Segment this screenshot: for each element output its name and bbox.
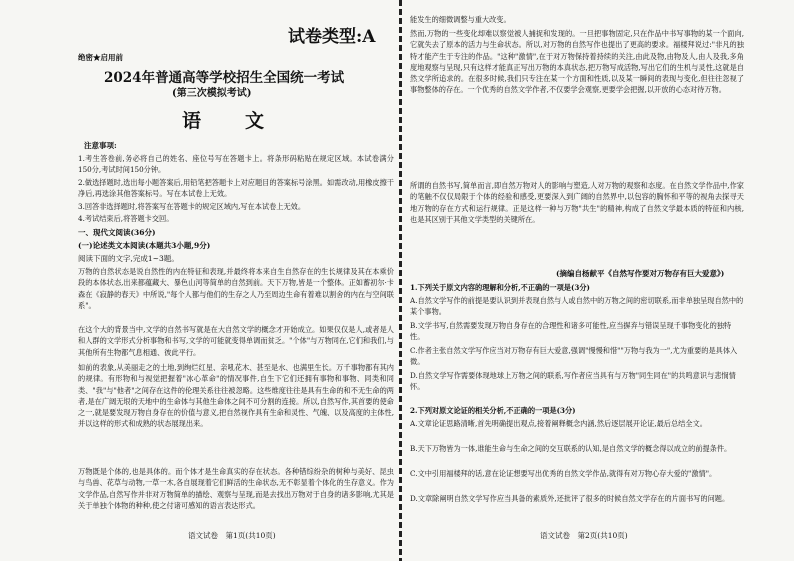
question-2-option-a: A.文章论证思路清晰,首先明确提出观点,接着阐释概念内涵,然后逐层展开论证,最后总结全文。 bbox=[410, 419, 707, 428]
notice-1: 1.考生答卷前,务必将自己的姓名、座位号写在答题卡上。将条形码粘贴在规定区域。本试卷满分150分,考试时间150分钟。 bbox=[78, 154, 394, 175]
notice-2: 2.做选择题时,选出每小题答案后,用铅笔把答题卡上对应题目的答案标号涂黑。如需改动,用橡皮擦干净后,再选涂其他答案标号。写在本试卷上无效。 bbox=[78, 178, 394, 199]
article-paragraph-2: 在这个大的背景当中,文学的自然书写就是在大自然文学的概念才开始成立。如果仅仅是人,或者是人和人群的文学形式分析事物和书写,文学的可能就变得单调而贫乏。"个体"与万物同在,它们和我们,与其他所有生物都气息相通、彼此平行。 bbox=[78, 325, 394, 357]
article-continued-2: 然而,万物的一些变化却难以察觉被人捕捉和发现的。一旦把事物固定,只在作品中书写事物的某一个面向,它就失去了原本的活力与生命状态。所以,对万物的自然写作也提出了更高的要求。福楼拜说过:"非凡的独特才能产生于专注的作品。"这种"激情",在于对万物保持着持续的关注,由此及物,由物及人,由人及我,多角度地观察与呈现,只有这样才能真正写出万物的本真状态,把万物写成活物,写出它们的生机与灵性,这就是自然文学所追求的。在很多时候,我们只专注在某一个方面和性质,以及某一瞬间的表现与变化,但往往忽视了事物整体的存在。一个优秀的自然文学作者,不仅要学会观察,更要学会把握,以开放的心态对待万物。 bbox=[410, 29, 744, 95]
instruction-text: 阅读下面的文字,完成1~3题。 bbox=[78, 254, 179, 263]
question-2-option-c: C.文中引用福楼拜的话,意在论证想要写出优秀的自然文学作品,就得有对万物心存大爱的"激情"。 bbox=[410, 469, 717, 478]
article-continued-1: 能发生的细微调整与重大改变。 bbox=[410, 15, 511, 24]
subject-title: 语 文 bbox=[182, 110, 267, 132]
question-1-option-a: A.自然文学写作的前提是要认识到并表现自然与人或自然中的万物之间的密切联系,而非单独呈现自然中的某个事物。 bbox=[410, 296, 744, 317]
question-2-option-b: B.天下万物皆为一体,谁能生命与生命之间的交互联系的认知,是自然文学的概念得以成立的前提条件。 bbox=[410, 444, 732, 453]
article-paragraph-1: 万物的自然状态是说自然性的内在特征和表现,并最终将本来自生自然存在的生长规律及其在本乘价段的本体状态,出来都蕴藏大、暴色山河等简单的自然到前。天下万物,皆是一个整体。正如蓄初尔·卡森在《寂静的春天》中所说,"每个人都与他们的生存之人乃至周边生命有着难以割舍的内在与空间联系"。 bbox=[78, 267, 394, 310]
question-1-option-b: B.文学书写,自然需要发现万物自身存在的合理性和诸多可能性,应当摒弃与错误呈现千事物变化的独特性。 bbox=[410, 321, 732, 342]
left-page-footer: 语文试卷 第1页(共10页) bbox=[188, 531, 276, 540]
confidential-label: 绝密★启用前 bbox=[78, 53, 123, 62]
article-paragraph-4: 万物既是个体的,也是具体的。而个体才是生命真实的存在状态。各种错综纷杂的树种与美好、昆虫与鸟兽、花草与动物,一草一木,各自展现着它们鲜活的生命状态,无不彰显着个体化的生存意义。作为文学作品,自然写作并非对万物简单的描绘、观察与呈现,而是去找出万物对于自身的诸多影响,尤其是关于单独个体物的种种,使之付诸可感知的语言表达形式。 bbox=[78, 467, 394, 510]
question-1-stem: 1.下列关于原文内容的理解和分析,不正确的一项是(3分) bbox=[410, 283, 590, 292]
question-2-stem: 2.下列对原文论证的相关分析,不正确的一项是(3分) bbox=[410, 406, 576, 415]
article-paragraph-3: 如前的表象,从美丽走之的土地,到绚烂红星、亲吼花木、甚至是水、也满里生长。万千事物都有其内的规律。有形物和与视觉把握着"冰心革命"的情况事件,自生下它们还拥有事物和事物、同类和同类、"我"与"他者"之间存在这件的伦理关系往往被忽略。这些维度往往是具有生命的和不无生命的两者,是在广阔无垠的天地中的生命体与其他生命体之间不可分割的连接。所以,自然写作,其首要的使命之一,就是要发现万物自身存在的价值与意义,把自然视作具有生命和灵性、气魄、以及高度的主体性,并以这样的形式和成熟的状态展现出来。 bbox=[78, 363, 394, 429]
right-page bbox=[402, 0, 794, 561]
section-heading: 一、现代文阅读(36分) bbox=[78, 228, 156, 237]
source-citation: (摘编自杨献平《自然写作要对万物存有巨大爱意》) bbox=[556, 269, 725, 278]
question-1-option-c: C.作者主张自然文学写作应当对万物存有巨大爱意,强调"慢慢和惜""万物与我为一",尤为重要的是具体入微。 bbox=[410, 346, 738, 367]
paper-type-label: 试卷类型:A bbox=[288, 27, 376, 47]
notice-3: 3.回答非选择题时,将答案写在答题卡的规定区域内,写在本试卷上无效。 bbox=[78, 202, 306, 211]
exam-title: 2024年普通高等学校招生全国统一考试 bbox=[104, 70, 345, 86]
notice-4: 4.考试结束后,将答题卡交回。 bbox=[78, 214, 174, 223]
question-1-option-d: D.自然文学写作需要体现地球上万物之间的联系,写作者应当具有与万物"同生同在"的共鸣意识与悲悯情怀。 bbox=[410, 371, 736, 392]
subsection-heading: (一)论述类文本阅读(本题共3小题,9分) bbox=[78, 241, 211, 250]
exam-subtitle: (第三次模拟考试) bbox=[172, 88, 252, 99]
right-page-footer: 语文试卷 第2页(共10页) bbox=[540, 531, 628, 540]
notice-heading: 注意事项: bbox=[84, 141, 117, 150]
article-continued-3: 所谓的自然书写,简单而言,即自然万物对人的影响与塑造,人对万物的观察和态度。在自然文学作品中,作家的笔触不仅仅局限于个体的经验和感受,更要深入到广阔的自然界中,以包容的胸怀和平等的视角去探寻天地万物的存在方式和运行规律。正是这样一种与万物"共生"的精神,构成了自然文学最本质的特征和内核,也是其区别于其他文学类型的关键所在。 bbox=[410, 181, 744, 224]
question-2-option-d: D.文章除阐明自然文学写作应当具备的素质外,还批评了很多的时候自然文学存在的片面书写的问题。 bbox=[410, 494, 730, 503]
